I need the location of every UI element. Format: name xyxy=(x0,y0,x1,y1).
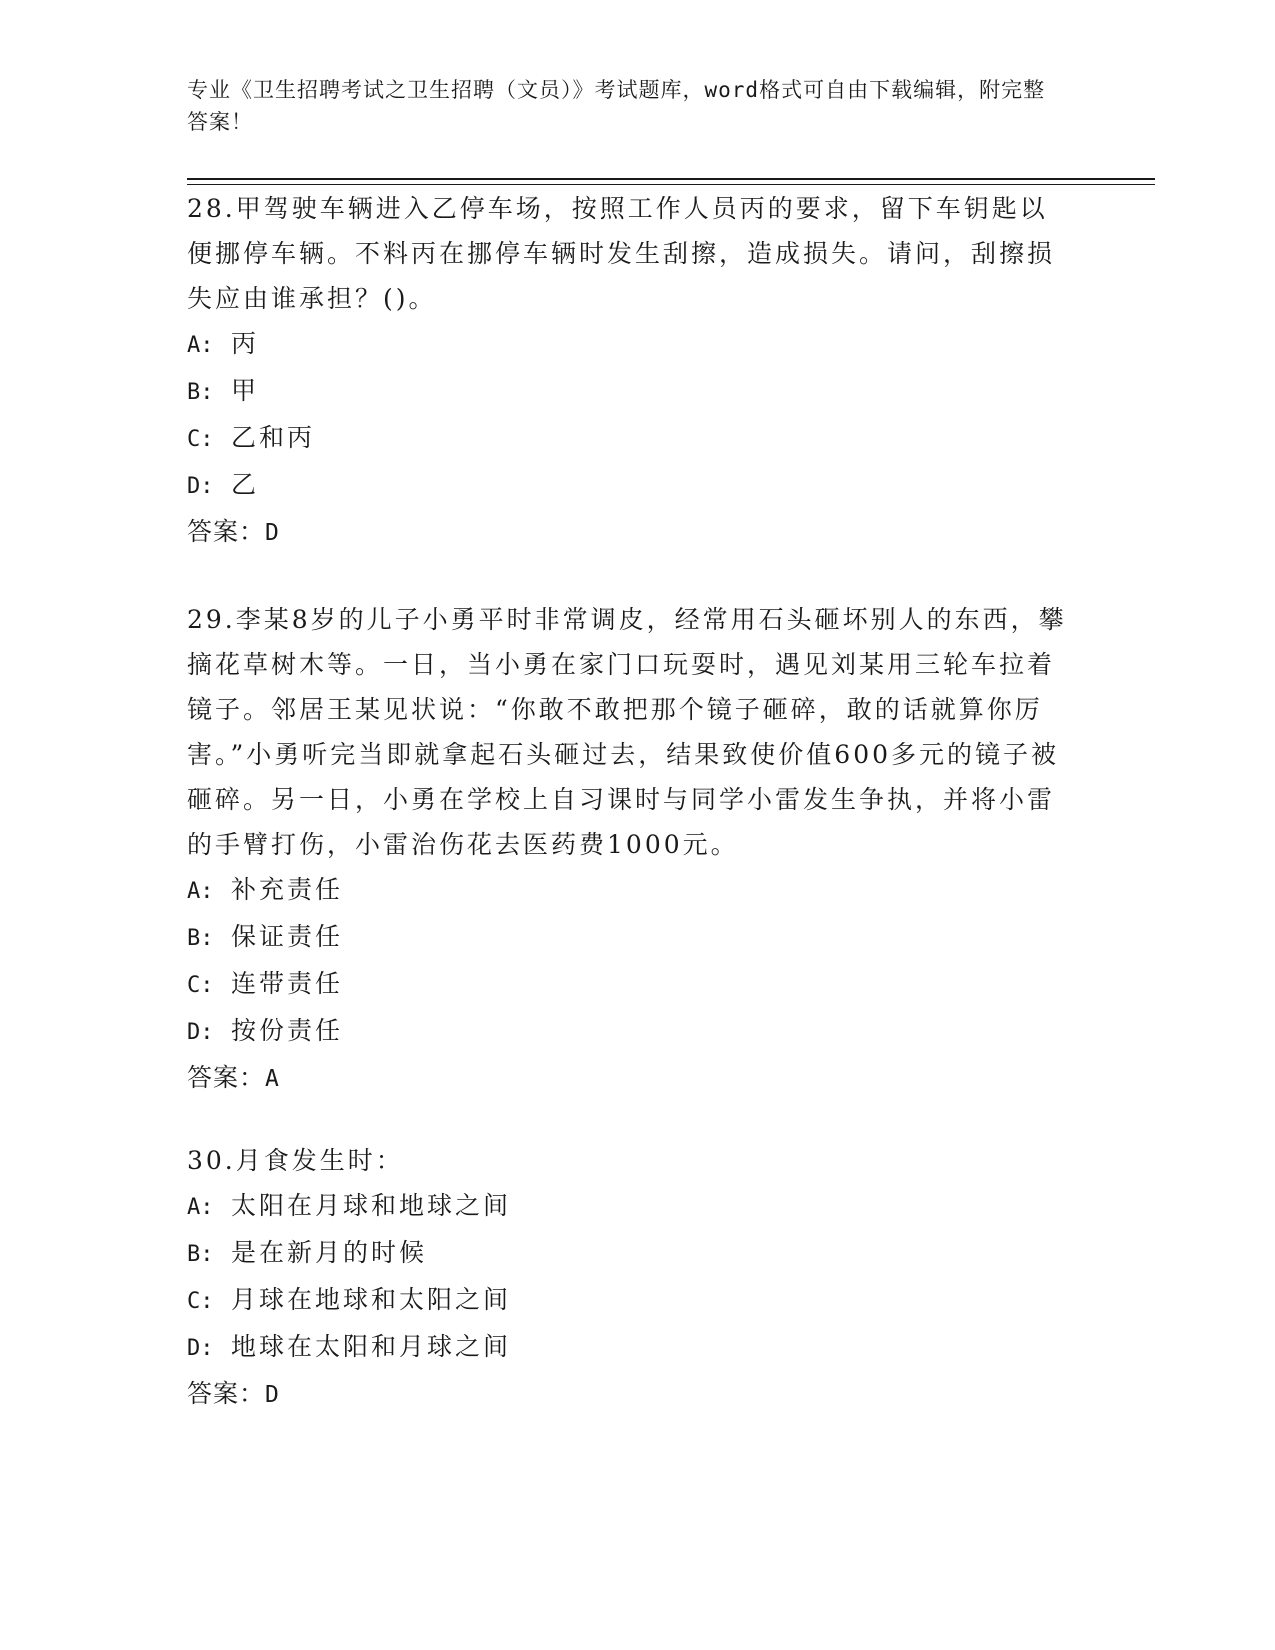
option-a xyxy=(187,321,1087,368)
option-letter: D: xyxy=(187,1020,214,1045)
option-text: 甲 xyxy=(231,376,260,405)
answer-value: D xyxy=(265,520,280,546)
option-b xyxy=(187,368,1087,415)
option-text: 乙和丙 xyxy=(231,423,316,452)
option-text: 乙 xyxy=(231,470,260,499)
option-c xyxy=(187,415,1087,462)
option-letter: D: xyxy=(187,474,214,499)
option-letter: B: xyxy=(187,926,214,951)
option-letter: A: xyxy=(187,1195,214,1220)
question-stem: 29.李某8岁的儿子小勇平时非常调皮，经常用石头砸坏别人的东西，攀摘花草树木等。一日，当小勇在家门口玩耍时，遇见刘某用三轮车拉着镜子。邻居王某见状说：“你敢不敢把那个镜子砸碎，敢的话就算你厉害。”小勇听完当即就拿起石头砸过去，结果致使价值600多元的镜子被砸碎。另一日，小勇在学校上自习课时与同学小雷发生争执，并将小雷的手臂打伤，小雷治伤花去医药费1000元。 xyxy=(187,605,1067,859)
option-d xyxy=(187,462,1087,509)
option-c xyxy=(187,1277,1087,1324)
option-letter: C: xyxy=(187,1289,214,1314)
answer-line xyxy=(187,1371,1087,1418)
option-b xyxy=(187,1230,1087,1277)
option-a xyxy=(187,867,1087,914)
option-letter: A: xyxy=(187,333,214,358)
answer-label: 答案： xyxy=(187,1379,266,1408)
option-text: 月球在地球和太阳之间 xyxy=(231,1285,512,1314)
question-29 xyxy=(187,597,1087,1102)
option-text: 连带责任 xyxy=(231,969,344,998)
answer-line xyxy=(187,1055,1087,1102)
option-text: 保证责任 xyxy=(231,922,344,951)
option-letter: D: xyxy=(187,1336,214,1361)
header-divider-thin xyxy=(187,184,1155,185)
option-c xyxy=(187,961,1087,1008)
option-text: 补充责任 xyxy=(231,875,344,904)
option-a xyxy=(187,1183,1087,1230)
document-header: 专业《卫生招聘考试之卫生招聘（文员）》考试题库，word格式可自由下载编辑，附完整答案！ xyxy=(187,78,1046,134)
option-text: 地球在太阳和月球之间 xyxy=(231,1332,512,1361)
option-letter: B: xyxy=(187,1242,214,1267)
option-d xyxy=(187,1008,1087,1055)
option-letter: C: xyxy=(187,973,214,998)
question-stem: 28.甲驾驶车辆进入乙停车场，按照工作人员丙的要求，留下车钥匙以便挪停车辆。不料丙在挪停车辆时发生刮擦，造成损失。请问，刮擦损失应由谁承担？()。 xyxy=(187,194,1056,313)
option-letter: B: xyxy=(187,380,214,405)
answer-label: 答案： xyxy=(187,517,266,546)
option-text: 丙 xyxy=(231,329,260,358)
question-28 xyxy=(187,186,1087,556)
header-divider-thick xyxy=(187,178,1155,180)
option-letter: A: xyxy=(187,879,214,904)
option-d xyxy=(187,1324,1087,1371)
question-30 xyxy=(187,1138,1087,1418)
option-b xyxy=(187,914,1087,961)
answer-line xyxy=(187,509,1087,556)
answer-value: D xyxy=(265,1382,280,1408)
option-text: 按份责任 xyxy=(231,1016,344,1045)
option-text: 是在新月的时候 xyxy=(231,1238,428,1267)
question-stem: 30.月食发生时： xyxy=(187,1146,404,1175)
option-letter: C: xyxy=(187,427,214,452)
option-text: 太阳在月球和地球之间 xyxy=(231,1191,512,1220)
answer-label: 答案： xyxy=(187,1063,266,1092)
answer-value: A xyxy=(265,1066,280,1092)
